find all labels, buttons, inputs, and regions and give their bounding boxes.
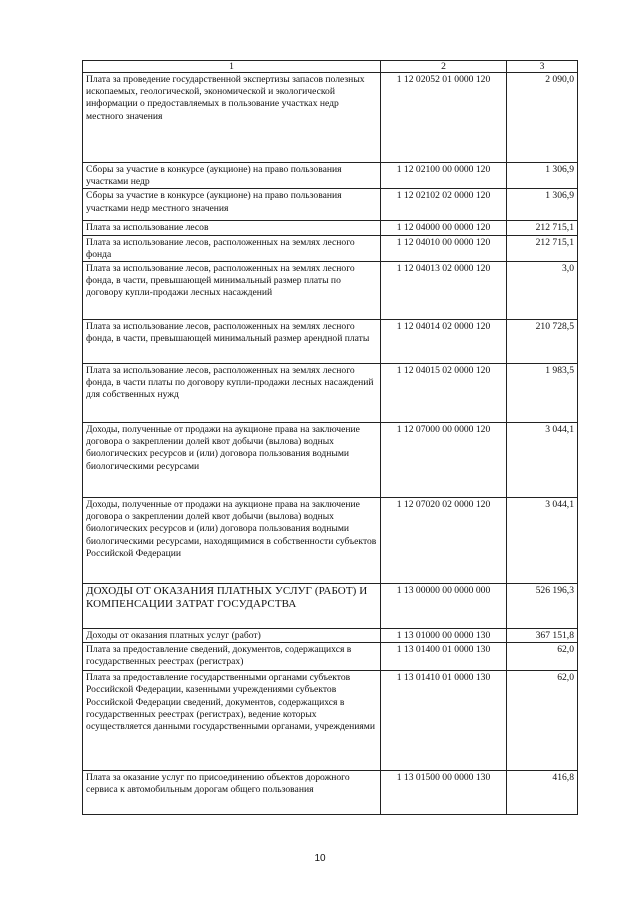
row-code: 1 12 02052 01 0000 120: [381, 73, 507, 163]
row-code: 1 12 04013 02 0000 120: [381, 262, 507, 320]
row-name: Плата за использование лесов: [83, 221, 381, 235]
row-amount: 62,0: [507, 671, 578, 771]
row-code: 1 12 04000 00 0000 120: [381, 221, 507, 235]
row-name: Плата за использование лесов, расположенных на землях лесного фонда, в части, превышающей минимальный размер платы по договору купли-продажи лесных насаждений: [83, 262, 381, 320]
table-row: [83, 643, 578, 671]
table-row: [83, 629, 578, 643]
revenue-table: [82, 60, 578, 815]
row-name: Плата за оказание услуг по присоединению объектов дорожного сервиса к автомобильным дорогам общего пользования: [83, 771, 381, 815]
row-name: Плата за использование лесов, расположенных на землях лесного фонда: [83, 235, 381, 261]
row-code: 1 12 07000 00 0000 120: [381, 423, 507, 498]
row-amount: 416,8: [507, 771, 578, 815]
row-code: 1 13 01500 00 0000 130: [381, 771, 507, 815]
table-row: [83, 320, 578, 364]
row-name: Доходы от оказания платных услуг (работ): [83, 629, 381, 643]
row-code: 1 13 01400 01 0000 130: [381, 643, 507, 671]
table-row: [83, 163, 578, 189]
header-col-2: 2: [381, 61, 507, 73]
row-amount: 3 044,1: [507, 423, 578, 498]
row-code: 1 12 04010 00 0000 120: [381, 235, 507, 261]
row-name: Плата за проведение государственной экспертизы запасов полезных ископаемых, геологической, экономической и экологической информации о предоставляемых в пользование участках недр местного значения: [83, 73, 381, 163]
row-name: Плата за использование лесов, расположенных на землях лесного фонда, в части, превышающей минимальный размер арендной платы: [83, 320, 381, 364]
page-number: 10: [314, 853, 326, 864]
table-row: [83, 262, 578, 320]
row-amount: 3,0: [507, 262, 578, 320]
table-row: [83, 235, 578, 261]
row-amount: 2 090,0: [507, 73, 578, 163]
row-name: Сборы за участие в конкурсе (аукционе) на право пользования участками недр: [83, 163, 381, 189]
table-header-row: [83, 61, 578, 73]
row-code: 1 13 01000 00 0000 130: [381, 629, 507, 643]
row-amount: 1 983,5: [507, 364, 578, 423]
table-row: [83, 221, 578, 235]
table-row: [83, 771, 578, 815]
row-name: Плата за предоставление сведений, документов, содержащихся в государственных реестрах (регистрах): [83, 643, 381, 671]
row-amount: 212 715,1: [507, 221, 578, 235]
table-row: [83, 189, 578, 221]
table-row: [83, 498, 578, 584]
row-code: 1 12 04014 02 0000 120: [381, 320, 507, 364]
row-amount: 1 306,9: [507, 189, 578, 221]
header-col-1: 1: [83, 61, 381, 73]
row-name: Сборы за участие в конкурсе (аукционе) на право пользования участками недр местного значения: [83, 189, 381, 221]
row-amount: 367 151,8: [507, 629, 578, 643]
row-amount: 210 728,5: [507, 320, 578, 364]
row-code: 1 12 04015 02 0000 120: [381, 364, 507, 423]
row-name: Доходы, полученные от продажи на аукционе права на заключение договора о закреплении долей квот добычи (вылова) водных биологических ресурсов и (или) договора пользования водными биологическими ресурсами: [83, 423, 381, 498]
row-name: Плата за использование лесов, расположенных на землях лесного фонда, в части платы по договору купли-продажи лесных насаждений для собственных нужд: [83, 364, 381, 423]
table-row: [83, 671, 578, 771]
row-name: Доходы, полученные от продажи на аукционе права на заключение договора о закреплении долей квот добычи (вылова) водных биологических ресурсов и (или) договора пользования водными биологическими ресурсами, находящимися в собственности субъектов Российской Федерации: [83, 498, 381, 584]
row-amount: 526 196,3: [507, 584, 578, 629]
table-row: [83, 73, 578, 163]
row-amount: 1 306,9: [507, 163, 578, 189]
table-row: [83, 584, 578, 629]
table-row: [83, 423, 578, 498]
row-code: 1 12 07020 02 0000 120: [381, 498, 507, 584]
row-code: 1 13 01410 01 0000 130: [381, 671, 507, 771]
row-amount: 212 715,1: [507, 235, 578, 261]
row-name: ДОХОДЫ ОТ ОКАЗАНИЯ ПЛАТНЫХ УСЛУГ (РАБОТ) И КОМПЕНСАЦИИ ЗАТРАТ ГОСУДАРСТВА: [83, 584, 381, 629]
row-name: Плата за предоставление государственными органами субъектов Российской Федерации, казенными учреждениями субъектов Российской Федерации сведений, документов, содержащихся в государственных реестрах (регистрах), ведение которых осуществляется данными государственными органами, учреждениями: [83, 671, 381, 771]
header-col-3: 3: [507, 61, 578, 73]
table-row: [83, 364, 578, 423]
row-code: 1 13 00000 00 0000 000: [381, 584, 507, 629]
row-amount: 62,0: [507, 643, 578, 671]
row-code: 1 12 02102 02 0000 120: [381, 189, 507, 221]
row-amount: 3 044,1: [507, 498, 578, 584]
row-code: 1 12 02100 00 0000 120: [381, 163, 507, 189]
